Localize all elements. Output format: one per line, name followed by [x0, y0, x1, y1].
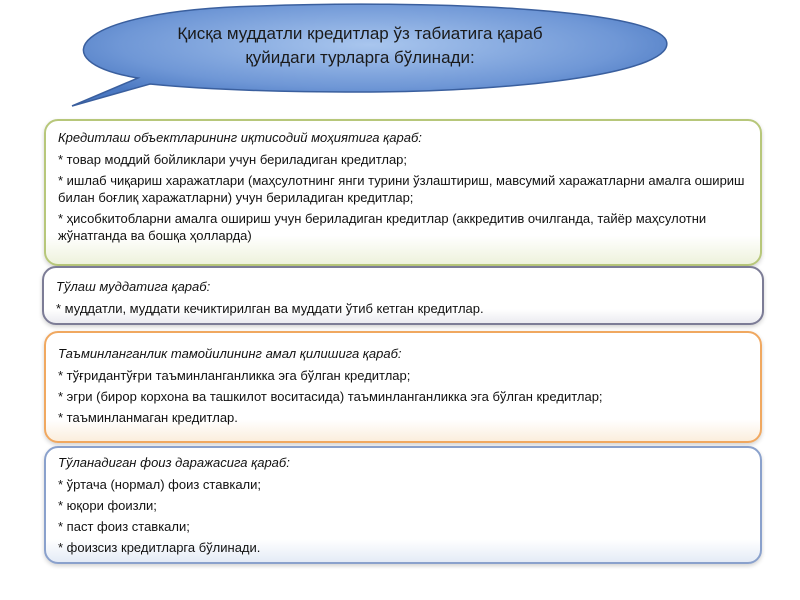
list-item: * ўртача (нормал) фоиз ставкали;	[58, 477, 262, 492]
list-item: * муддатли, муддати кечиктирилган ва муддати ўтиб кетган кредитлар.	[56, 301, 484, 316]
section-heading: Тўлаш муддатига қараб:	[56, 279, 211, 294]
list-item: * юқори фоизли;	[58, 498, 157, 513]
list-item: * тўғридантўғри таъминланганликка эга бўлган кредитлар;	[58, 368, 411, 383]
section-heading: Кредитлаш объектларининг иқтисодий моҳиятига қараб:	[58, 130, 422, 145]
callout-title-line2: қуйидаги турларга бўлинади:	[245, 48, 475, 67]
list-item: * паст фоиз ставкали;	[58, 519, 190, 534]
section-heading: Таъминланганлик тамойилининг амал қилишига қараб:	[58, 346, 402, 361]
list-item: * ҳисобкитобларни амалга ошириш учун бериладиган кредитлар (аккредитив очилганда, тайёр маҳсулотни жўнатганда ва бошқа ҳолларда)	[58, 211, 707, 243]
section-security-principle	[44, 331, 762, 443]
list-item: * таъминланмаган кредитлар.	[58, 410, 238, 425]
list-item: * фоизсиз кредитларга бўлинади.	[58, 540, 261, 555]
section-heading: Тўланадиган фоиз даражасига қараб:	[58, 455, 290, 470]
section-economic-essence	[44, 119, 762, 266]
callout-title-line1: Қисқа муддатли кредитлар ўз табиатига қараб	[177, 24, 543, 43]
list-item: * ишлаб чиқариш харажатлари (маҳсулотнинг янги турини ўзлаштириш, мавсумий харажатларни амалга ошириш билан боғлиқ харажатларни) учун бериладиган кредитлар;	[58, 173, 745, 205]
callout-title	[160, 22, 560, 70]
list-item: * эгри (бирор корхона ва ташкилот воситасида) таъминланганликка эга бўлган кредитлар;	[58, 389, 603, 404]
section-repayment-term	[42, 266, 764, 325]
list-item: * товар моддий бойликлари учун бериладиган кредитлар;	[58, 152, 408, 167]
section-interest-level	[44, 446, 762, 564]
